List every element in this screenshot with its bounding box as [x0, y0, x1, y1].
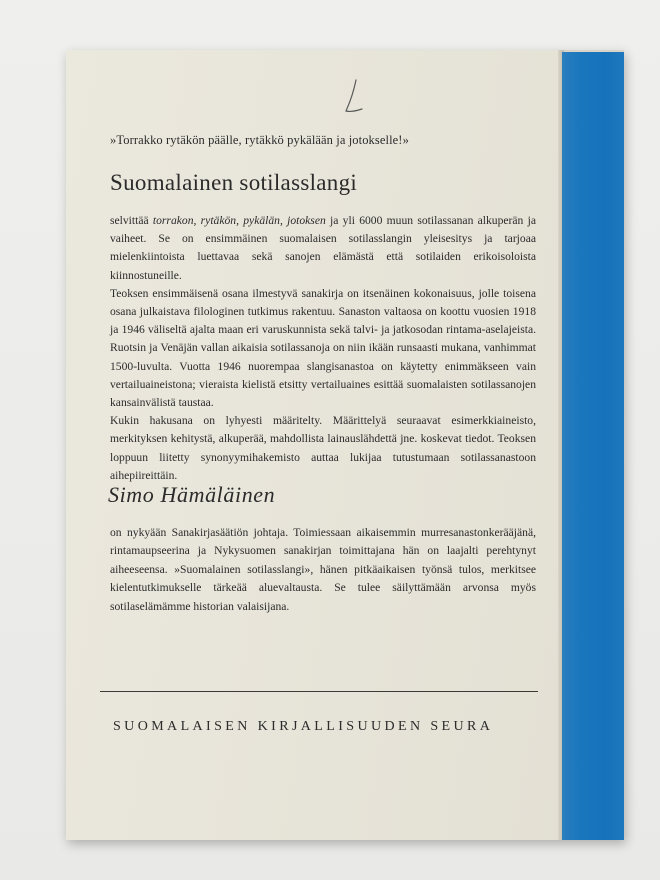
intro-before: selvittää — [110, 214, 153, 227]
divider-line — [100, 691, 538, 692]
description-text — [110, 212, 536, 485]
pencil-mark-icon — [338, 78, 368, 118]
intro-after: ja yli 6000 muun sotilassanan alkuperän ja vaiheet. Se on ensimmäinen suomalaisen sotilasslangin yleisesitys ja tarjoaa mielenkiintoista luettavaa sekä sanojen elämästä että sotilaiden erikoisoloista kiinnostuneille. — [110, 214, 536, 282]
intro-italic-words: torrakon, rytäkön, pykälän, jotoksen — [152, 214, 326, 227]
description-paragraph-2: Teoksen ensimmäisenä osana ilmestyvä sanakirja on itsenäinen kokonaisuus, jolle toisena osana julkaistava filologinen tutkimus rakentuu. Sanaston valtaosa on koottu vuosien 1918 ja 1946 väliseltä ajalta maan eri varuskunnista sekä talvi- ja jatkosodan rintama-aselajeista. Ruotsin ja Venäjän vallan aikaisia sotilassanoja on niin ikään runsaasti mukana, vanhimmat 1500-luvulta. Vuotta 1946 nuorempaa slangisanastoa on käytetty enimmäkseen vain vertailuaineistona; vieraista kielistä etsitty vertailuaines esittää suomalaisten sotilassanojen kansainvälistä taustaa. — [110, 286, 536, 410]
author-name: Simo Hämäläinen — [108, 482, 276, 507]
publisher-name: SUOMALAISEN KIRJALLISUUDEN SEURA — [113, 719, 494, 734]
blue-spine-band — [562, 52, 624, 840]
book-title: Suomalainen sotilasslangi — [110, 170, 358, 195]
cover-quote: »Torrakko rytäkön päälle, rytäkkö pykälään ja jotokselle!» — [110, 133, 409, 147]
author-bio: on nykyään Sanakirjasäätiön johtaja. Toimiessaan aikaisemmin murresanastonkerääjänä, rintamaupseerina ja Nykysuomen sanakirjan toimittajana hän on laajalti perehtynyt aiheeseensa. »Suomalainen sotilasslangi», hänen pitkäaikaisen työnsä tulos, merkitsee kielentutkimukselle tärkeää aluevaltausta. Se tulee säilyttämään arvonsa myös sotilaselämämme historian valaisijana. — [110, 526, 536, 613]
description-paragraph-3: Kukin hakusana on lyhyesti määritelty. Määrittelyä seuraavat esimerkkiaineisto, merkityksen kehitystä, alkuperää, mahdollista lainauslähdettä jne. koskevat tiedot. Teoksen loppuun liitetty synonyymihakemisto auttaa lukijaa tutustumaan sotilassanastoon aihepiireittäin. — [110, 414, 536, 482]
description-paragraph-1 — [110, 212, 536, 285]
